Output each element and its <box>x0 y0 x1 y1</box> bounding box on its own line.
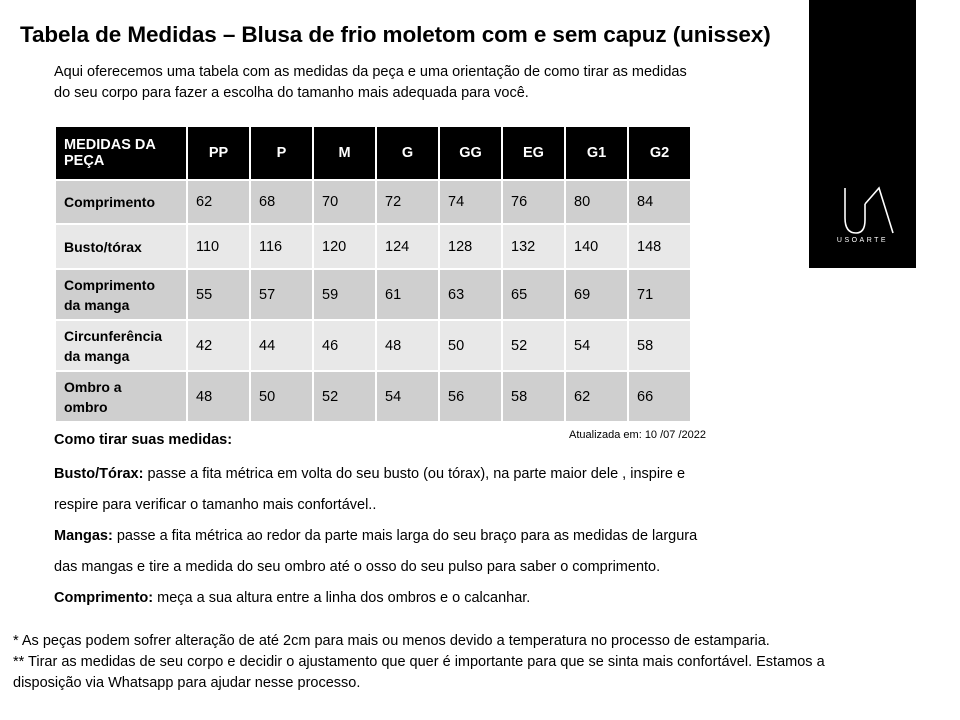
page-title: Tabela de Medidas – Blusa de frio moletom com e sem capuz (unissex) <box>20 22 771 47</box>
row-label: Circunferência da manga <box>55 320 187 371</box>
intro-line-1: Aqui oferecemos uma tabela com as medidas da peça e uma orientação de como tirar as medidas <box>54 64 687 80</box>
size-table <box>54 125 692 423</box>
table-cell: 140 <box>565 224 628 269</box>
size-header: M <box>313 126 376 180</box>
table-cell: 69 <box>565 269 628 320</box>
how-to-measure-title: Como tirar suas medidas: <box>54 432 233 448</box>
table-cell: 59 <box>313 269 376 320</box>
table-cell: 52 <box>502 320 565 371</box>
how-to-measure-text <box>54 459 774 614</box>
table-cell: 116 <box>250 224 313 269</box>
table-cell: 62 <box>565 371 628 422</box>
ua-monogram-logo-icon <box>809 0 916 268</box>
table-cell: 56 <box>439 371 502 422</box>
row-label: Comprimento da manga <box>55 269 187 320</box>
header-label: MEDIDAS DA PEÇA <box>55 126 187 180</box>
size-header: P <box>250 126 313 180</box>
table-cell: 62 <box>187 180 250 224</box>
table-cell: 61 <box>376 269 439 320</box>
size-header: GG <box>439 126 502 180</box>
table-cell: 48 <box>187 371 250 422</box>
size-header: EG <box>502 126 565 180</box>
table-row <box>55 269 691 320</box>
table-cell: 80 <box>565 180 628 224</box>
table-row <box>55 371 691 422</box>
row-label: Busto/tórax <box>55 224 187 269</box>
table-cell: 148 <box>628 224 691 269</box>
table-cell: 57 <box>250 269 313 320</box>
table-header-row <box>55 126 691 180</box>
table-cell: 42 <box>187 320 250 371</box>
footnotes <box>13 631 953 694</box>
table-cell: 71 <box>628 269 691 320</box>
table-cell: 58 <box>628 320 691 371</box>
table-cell: 70 <box>313 180 376 224</box>
table-cell: 84 <box>628 180 691 224</box>
footnote-1: * As peças podem sofrer alteração de até 2cm para mais ou menos devido a temperatura no processo de estamparia. <box>13 633 770 649</box>
size-header: G1 <box>565 126 628 180</box>
brand-logo <box>809 0 916 268</box>
table-cell: 132 <box>502 224 565 269</box>
intro-line-2: do seu corpo para fazer a escolha do tamanho mais adequada para você. <box>54 85 529 101</box>
footnote-2: ** Tirar as medidas de seu corpo e decidir o ajustamento que quer é importante para que se sinta mais confortável. Estamos a <box>13 654 825 670</box>
table-cell: 58 <box>502 371 565 422</box>
table-cell: 55 <box>187 269 250 320</box>
bust-instruction: Busto/Tórax: passe a fita métrica em volta do seu busto (ou tórax), na parte maior dele , inspire e <box>54 466 686 482</box>
table-cell: 72 <box>376 180 439 224</box>
row-label: Comprimento <box>55 180 187 224</box>
updated-date: Atualizada em: 10 /07 /2022 <box>569 429 706 441</box>
table-cell: 65 <box>502 269 565 320</box>
table-cell: 74 <box>439 180 502 224</box>
size-header: G <box>376 126 439 180</box>
sleeves-instruction-cont: das mangas e tire a medida do seu ombro até o osso do seu pulso para saber o comprimento. <box>54 559 661 575</box>
table-cell: 124 <box>376 224 439 269</box>
table-row <box>55 320 691 371</box>
table-cell: 50 <box>439 320 502 371</box>
row-label: Ombro a ombro <box>55 371 187 422</box>
size-header: G2 <box>628 126 691 180</box>
table-cell: 52 <box>313 371 376 422</box>
table-cell: 44 <box>250 320 313 371</box>
table-cell: 66 <box>628 371 691 422</box>
bust-instruction-cont: respire para verificar o tamanho mais confortável.. <box>54 497 377 513</box>
intro-text <box>54 62 774 104</box>
footnote-2-cont: disposição via Whatsapp para ajudar nesse processo. <box>13 675 361 691</box>
table-cell: 110 <box>187 224 250 269</box>
sleeves-instruction: Mangas: passe a fita métrica ao redor da parte mais larga do seu braço para as medidas de largura <box>54 528 698 544</box>
table-cell: 54 <box>376 371 439 422</box>
table-cell: 68 <box>250 180 313 224</box>
table-cell: 76 <box>502 180 565 224</box>
table-cell: 120 <box>313 224 376 269</box>
table-cell: 50 <box>250 371 313 422</box>
brand-name: USOARTE <box>836 237 889 244</box>
length-instruction: Comprimento: meça a sua altura entre a linha dos ombros e o calcanhar. <box>54 590 531 606</box>
table-row <box>55 180 691 224</box>
table-row <box>55 224 691 269</box>
table-cell: 48 <box>376 320 439 371</box>
table-cell: 54 <box>565 320 628 371</box>
size-header: PP <box>187 126 250 180</box>
table-cell: 63 <box>439 269 502 320</box>
table-cell: 128 <box>439 224 502 269</box>
table-cell: 46 <box>313 320 376 371</box>
